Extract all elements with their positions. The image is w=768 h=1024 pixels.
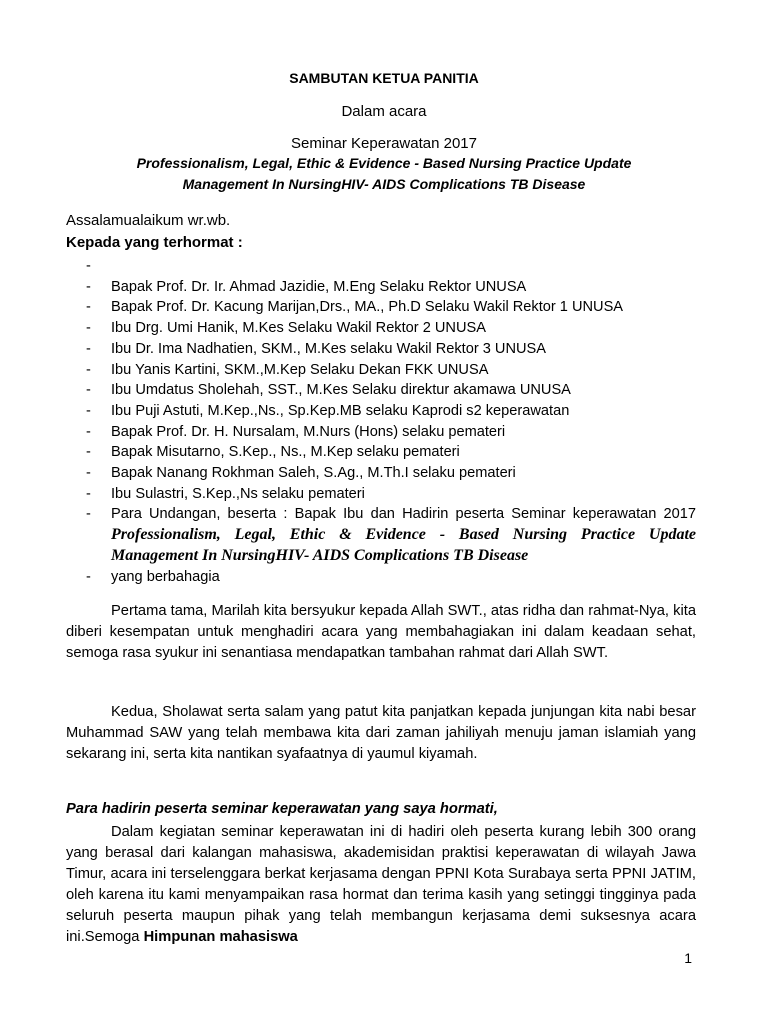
list-dash: - bbox=[86, 506, 91, 523]
list-item-text: yang berbahagia bbox=[111, 568, 220, 585]
list-dash: - bbox=[86, 361, 91, 378]
list-item-text: Bapak Nanang Rokhman Saleh, S.Ag., M.Th.I selaku pemateri bbox=[111, 465, 516, 482]
addressed-to: Kepada yang terhormat : bbox=[66, 234, 243, 251]
list-dash: - bbox=[86, 340, 91, 357]
list-item bbox=[0, 422, 768, 443]
list-dash: - bbox=[86, 423, 91, 440]
list-item-text: Bapak Prof. Dr. H. Nursalam, M.Nurs (Hons) selaku pemateri bbox=[111, 423, 506, 440]
section-heading: Para hadirin peserta seminar keperawatan yang saya hormati, bbox=[66, 801, 498, 817]
event-name: Seminar Keperawatan 2017 bbox=[291, 135, 477, 152]
list-item-text: Ibu Umdatus Sholehah, SST., M.Kes Selaku direktur akamawa UNUSA bbox=[111, 382, 571, 399]
list-item bbox=[0, 401, 768, 422]
paragraph-3-text: Dalam kegiatan seminar keperawatan ini di hadiri oleh peserta kurang lebih 300 orang yang berasal dari kalangan mahasiswa, akademisidan praktisi keperawatan di wilayah Jawa Timur, acara ini terselenggara berkat kerjasama dengan PPNI Kota Surabaya serta PPNI JATIM, oleh karena itu kami menyampaikan rasa hormat dan terima kasih yang setinggi tingginya pada seluruh peserta maupun pihak yang telah membangun kerjasama demi suksesnya acara ini.Semoga bbox=[66, 824, 696, 945]
paragraph-2: Kedua, Sholawat serta salam yang patut kita panjatkan kepada junjungan kita nabi besar Muhammad SAW yang telah membawa kita dari zaman jahiliyah menuju jaman islamiah yang sekarang ini, serta kita nantikan syafaatnya di yaumul kiyamah. bbox=[66, 704, 696, 762]
list-dash: - bbox=[86, 258, 91, 274]
greeting: Assalamualaikum wr.wb. bbox=[66, 212, 231, 229]
page-number: 1 bbox=[684, 950, 692, 966]
list-item-text: Bapak Prof. Dr. Ir. Ahmad Jazidie, M.Eng Selaku Rektor UNUSA bbox=[111, 278, 527, 295]
list-dash: - bbox=[86, 402, 91, 419]
list-item bbox=[0, 380, 768, 401]
page-title: SAMBUTAN KETUA PANITIA bbox=[289, 70, 479, 86]
list-item-text: Bapak Prof. Dr. Kacung Marijan,Drs., MA., Ph.D Selaku Wakil Rektor 1 UNUSA bbox=[111, 299, 624, 316]
list-item bbox=[0, 297, 768, 318]
list-dash: - bbox=[86, 568, 91, 585]
list-item bbox=[0, 484, 768, 505]
paragraph-3 bbox=[66, 822, 696, 948]
invitation-text: Para Undangan, beserta : Bapak Ibu dan Hadirin peserta Seminar keperawatan 2017 bbox=[111, 506, 696, 523]
list-item bbox=[0, 339, 768, 360]
list-dash: - bbox=[86, 299, 91, 316]
list-item bbox=[0, 442, 768, 463]
list-item-text: Ibu Puji Astuti, M.Kep.,Ns., Sp.Kep.MB selaku Kaprodi s2 keperawatan bbox=[111, 402, 570, 419]
list-item-text: Ibu Dr. Ima Nadhatien, SKM., M.Kes selaku Wakil Rektor 3 UNUSA bbox=[111, 340, 546, 357]
list-dash: - bbox=[86, 320, 91, 337]
event-theme-line-2: Management In NursingHIV- AIDS Complications TB Disease bbox=[182, 176, 586, 192]
event-theme bbox=[0, 153, 768, 195]
list-dash: - bbox=[86, 382, 91, 399]
paragraph-3-bold: Himpunan mahasiswa bbox=[143, 929, 298, 945]
event-theme-line-1: Professionalism, Legal, Ethic & Evidence - Based Nursing Practice Update bbox=[136, 155, 632, 171]
list-dash: - bbox=[86, 278, 91, 295]
invitation-theme: Professionalism, Legal, Ethic & Evidence - Based Nursing Practice Update Management In NursingHIV- AIDS Complications TB Disease bbox=[111, 526, 696, 564]
list-item-text: Ibu Sulastri, S.Kep.,Ns selaku pemateri bbox=[111, 485, 365, 502]
list-item bbox=[0, 256, 768, 277]
list-dash: - bbox=[86, 444, 91, 461]
recipient-list bbox=[0, 256, 768, 587]
paragraph-1: Pertama tama, Marilah kita bersyukur kepada Allah SWT., atas ridha dan rahmat-Nya, kita diberi kesempatan untuk menghadiri acara yang membahagiakan ini dalam keadaan sehat, semoga rasa syukur ini senantiasa mendapatkan tambahan rahmat dari Allah SWT. bbox=[66, 603, 696, 661]
list-item bbox=[0, 463, 768, 484]
page-subtitle: Dalam acara bbox=[341, 103, 427, 120]
list-dash: - bbox=[86, 485, 91, 502]
list-dash: - bbox=[86, 465, 91, 482]
list-item-invitation bbox=[0, 504, 768, 566]
list-item-text: Bapak Misutarno, S.Kep., Ns., M.Kep selaku pemateri bbox=[111, 444, 460, 461]
list-item bbox=[0, 567, 768, 588]
list-item-text: Ibu Drg. Umi Hanik, M.Kes Selaku Wakil Rektor 2 UNUSA bbox=[111, 320, 486, 337]
list-item bbox=[0, 277, 768, 298]
list-item-text: Ibu Yanis Kartini, SKM.,M.Kep Selaku Dekan FKK UNUSA bbox=[111, 361, 489, 378]
list-item bbox=[0, 318, 768, 339]
list-item bbox=[0, 360, 768, 381]
